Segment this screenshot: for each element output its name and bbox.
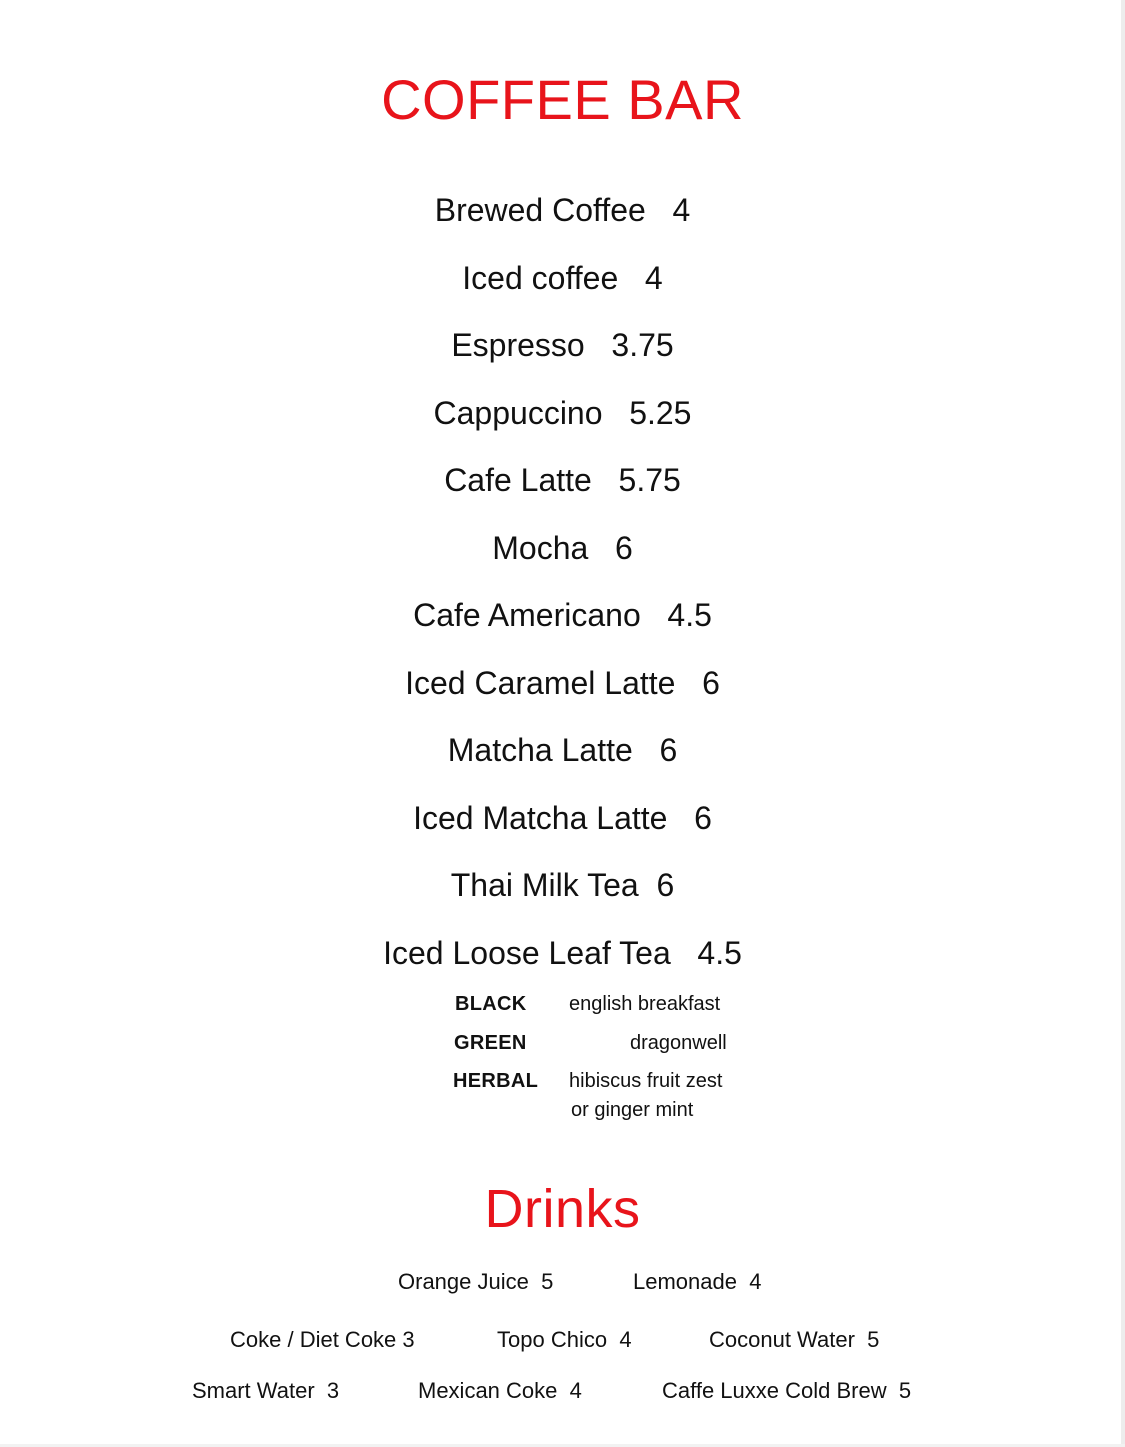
coffee-item	[0, 325, 1125, 365]
coffee-item-price: 6	[659, 732, 678, 768]
coffee-item	[0, 528, 1125, 568]
coffee-item-name: Iced Caramel Latte	[405, 665, 676, 701]
coffee-item-price: 6	[702, 665, 720, 701]
drink-item	[192, 1377, 339, 1405]
coffee-item	[0, 933, 1125, 973]
coffee-item-name: Iced Matcha Latte	[413, 800, 668, 836]
drink-item-price: 3	[402, 1327, 415, 1352]
coffee-item-name: Cafe Americano	[413, 597, 641, 633]
drink-item	[230, 1326, 415, 1354]
coffee-item-price: 6	[614, 530, 633, 566]
drink-item	[398, 1268, 553, 1296]
coffee-item-name: Mocha	[492, 530, 589, 566]
coffee-item	[0, 663, 1125, 703]
drink-item	[633, 1268, 761, 1296]
drinks-title: Drinks	[484, 1179, 641, 1239]
coffee-item-price: 6	[656, 867, 675, 903]
tea-type-label: BLACK	[455, 993, 527, 1015]
drink-item-name: Coconut Water	[709, 1327, 855, 1352]
coffee-item-price: 4.5	[697, 935, 742, 971]
coffee-item-name: Espresso	[451, 327, 585, 363]
drink-item-price: 4	[619, 1327, 632, 1352]
drink-item-price: 5	[898, 1378, 912, 1403]
coffee-item-name: Iced coffee	[462, 260, 619, 296]
coffee-item-name: Thai Milk Tea	[450, 867, 639, 903]
drink-item-price: 5	[867, 1327, 880, 1352]
coffee-item-price: 5.75	[618, 462, 681, 498]
coffee-item-price: 4	[672, 192, 691, 228]
coffee-item	[0, 730, 1125, 770]
coffee-item	[0, 798, 1125, 838]
coffee-item-price: 6	[694, 800, 712, 836]
drink-item	[709, 1326, 879, 1354]
tea-flavor: hibiscus fruit zest	[569, 1070, 723, 1092]
coffee-item	[0, 595, 1125, 635]
coffee-item-name: Matcha Latte	[447, 732, 633, 768]
drink-item	[662, 1377, 911, 1405]
drink-item-price: 4	[749, 1269, 762, 1294]
coffee-item	[0, 393, 1125, 433]
coffee-item	[0, 258, 1125, 298]
drink-item-price: 5	[541, 1269, 554, 1294]
tea-type-label: HERBAL	[453, 1070, 539, 1092]
drink-item-name: Smart Water	[192, 1378, 315, 1403]
coffee-item-name: Brewed Coffee	[434, 192, 646, 228]
drink-item	[497, 1326, 632, 1354]
coffee-item	[0, 460, 1125, 500]
tea-flavor-continued: or ginger mint	[571, 1099, 694, 1121]
drink-item-name: Orange Juice	[398, 1269, 529, 1294]
drink-item-name: Mexican Coke	[418, 1378, 558, 1403]
coffee-item-price: 4	[644, 260, 663, 296]
coffee-item	[0, 865, 1125, 905]
coffee-bar-title: COFFEE BAR	[381, 68, 744, 131]
drink-item	[418, 1377, 582, 1405]
drink-item-price: 3	[326, 1378, 340, 1403]
tea-flavor: english breakfast	[569, 993, 721, 1015]
drink-item-name: Topo Chico	[497, 1327, 608, 1352]
coffee-item-price: 3.75	[611, 327, 674, 363]
coffee-item-name: Cappuccino	[433, 395, 603, 431]
coffee-item-name: Iced Loose Leaf Tea	[383, 935, 671, 971]
drink-item-name: Caffe Luxxe Cold Brew	[662, 1378, 887, 1403]
tea-type-label: GREEN	[454, 1032, 527, 1054]
drink-item-name: Coke / Diet Coke	[230, 1327, 397, 1352]
drink-item-price: 4	[569, 1378, 582, 1403]
coffee-item-price: 4.5	[667, 597, 712, 633]
coffee-item	[0, 190, 1125, 230]
coffee-item-name: Cafe Latte	[444, 462, 592, 498]
tea-flavor: dragonwell	[630, 1032, 727, 1054]
drink-item-name: Lemonade	[633, 1269, 737, 1294]
coffee-item-price: 5.25	[629, 395, 692, 431]
